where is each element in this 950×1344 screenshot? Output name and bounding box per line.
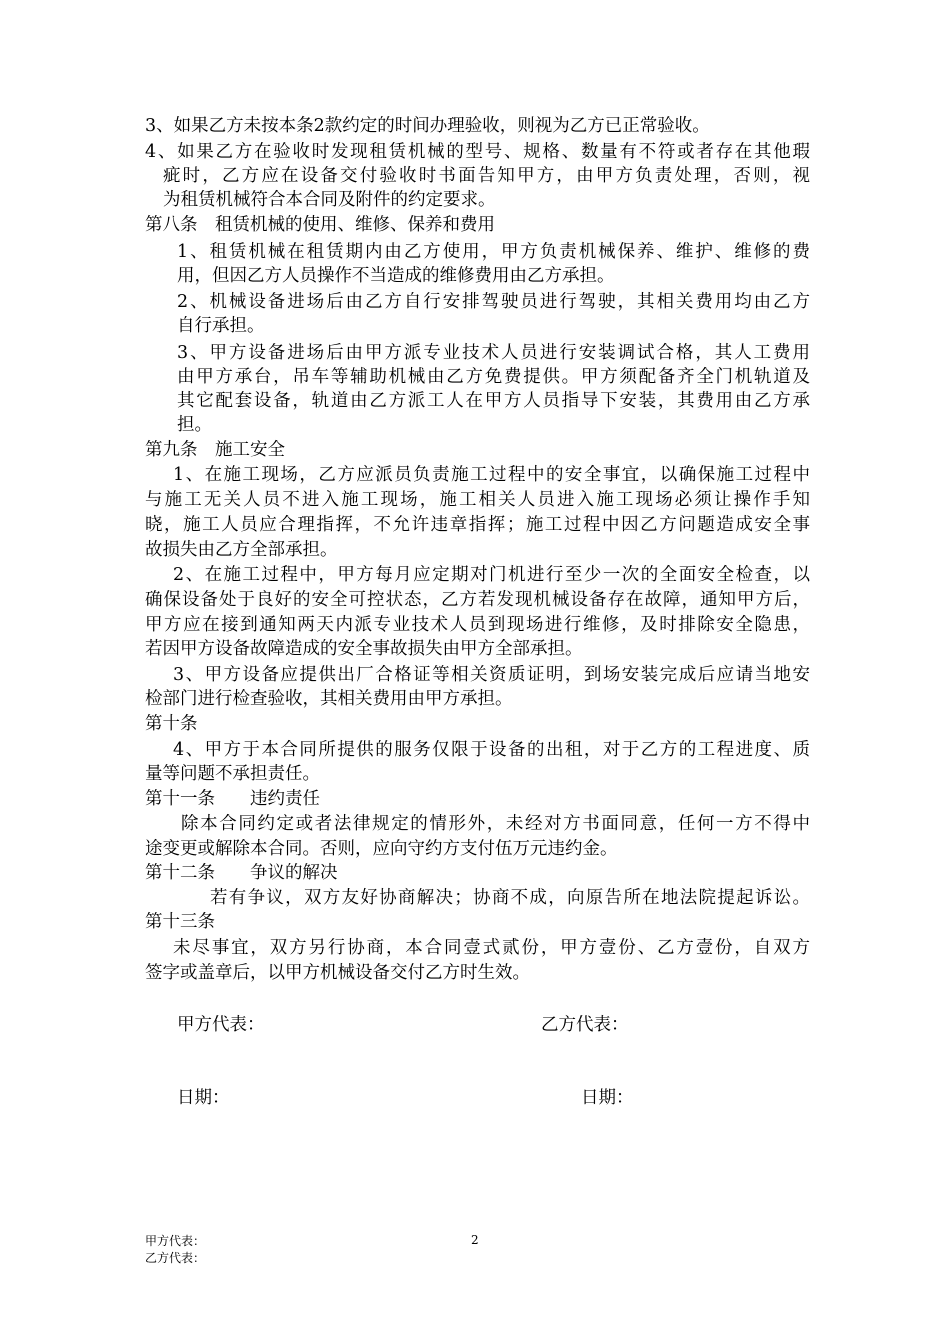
signature-date-b: 日期： [581, 1088, 634, 1108]
article9-item1-line2: 与施工无关人员不进入施工现场，施工相关人员进入施工现场必须让操作手知 [145, 490, 810, 510]
article7-item4-line3: 为租赁机械符合本合同及附件的约定要求。 [163, 190, 496, 210]
article13-heading: 第十三条 [145, 912, 215, 932]
footer-party-b-rep: 乙方代表： [145, 1251, 206, 1265]
article9-item2-line4: 若因甲方设备故障造成的安全事故损失由甲方全部承担。 [145, 639, 583, 659]
article11-heading: 第十一条 违约责任 [145, 789, 320, 809]
article9-item1-line1: 1、在施工现场，乙方应派员负责施工过程中的安全事宜，以确保施工过程中 [173, 465, 810, 485]
article7-item4-line1: 4、如果乙方在验收时发现租赁机械的型号、规格、数量有不符或者存在其他瑕 [145, 142, 810, 162]
article8-item3-line3: 其它配套设备，轨道由乙方派工人在甲方人员指导下安装，其费用由乙方承 [177, 391, 810, 411]
article7-item4-line2: 疵时，乙方应在设备交付验收时书面告知甲方，由甲方负责处理，否则，视 [163, 166, 810, 186]
article11-body-line1: 除本合同约定或者法律规定的情形外，未经对方书面同意，任何一方不得中 [181, 814, 810, 834]
article9-item1-line4: 故损失由乙方全部承担。 [145, 540, 338, 560]
article8-heading: 第八条 租赁机械的使用、维修、保养和费用 [145, 215, 495, 235]
article13-body-line2: 签字或盖章后，以甲方机械设备交付乙方时生效。 [145, 963, 530, 983]
article8-item3-line1: 3、甲方设备进场后由甲方派专业技术人员进行安装调试合格，其人工费用 [177, 343, 810, 363]
article9-item2-line3: 甲方应在接到通知两天内派专业技术人员到现场进行维修，及时排除安全隐患， [145, 615, 810, 635]
article8-item2-line1: 2、机械设备进场后由乙方自行安排驾驶员进行驾驶，其相关费用均由乙方 [177, 292, 810, 312]
article10-item4-line2: 量等问题不承担责任。 [145, 764, 320, 784]
footer-page-number: 2 [471, 1233, 479, 1247]
article9-item3-line1: 3、甲方设备应提供出厂合格证等相关资质证明，到场安装完成后应请当地安 [173, 665, 810, 685]
article9-heading: 第九条 施工安全 [145, 440, 285, 460]
article9-item2-line2: 确保设备处于良好的安全可控状态，乙方若发现机械设备存在故障，通知甲方后， [145, 590, 810, 610]
article7-item3: 3、如果乙方未按本条2款约定的时间办理验收，则视为乙方已正常验收。 [145, 116, 710, 136]
article9-item3-line2: 检部门进行检查验收，其相关费用由甲方承担。 [145, 689, 513, 709]
signature-date-a: 日期： [177, 1088, 230, 1108]
signature-party-b-rep: 乙方代表： [541, 1015, 629, 1035]
article8-item1-line2: 用，但因乙方人员操作不当造成的维修费用由乙方承担。 [177, 266, 615, 286]
article11-body-line2: 途变更或解除本合同。否则，应向守约方支付伍万元违约金。 [145, 839, 618, 859]
footer-party-a-rep: 甲方代表： [145, 1234, 206, 1248]
article8-item3-line4: 担。 [177, 415, 212, 435]
article9-item2-line1: 2、在施工过程中，甲方每月应定期对门机进行至少一次的全面安全检查，以 [173, 565, 810, 585]
article8-item1-line1: 1、租赁机械在租赁期内由乙方使用，甲方负责机械保养、维护、维修的费 [177, 242, 810, 262]
article12-heading: 第十二条 争议的解决 [145, 863, 338, 883]
article9-item1-line3: 晓，施工人员应合理指挥，不允许违章指挥；施工过程中因乙方问题造成安全事 [145, 515, 810, 535]
article8-item2-line2: 自行承担。 [177, 316, 265, 336]
article12-body: 若有争议，双方友好协商解决；协商不成，向原告所在地法院提起诉讼。 [210, 888, 810, 908]
signature-party-a-rep: 甲方代表： [177, 1015, 265, 1035]
article13-body-line1: 未尽事宜，双方另行协商，本合同壹式贰份，甲方壹份、乙方壹份，自双方 [173, 938, 810, 958]
article8-item3-line2: 由甲方承台，吊车等辅助机械由乙方免费提供。甲方须配备齐全门机轨道及 [177, 367, 810, 387]
article10-item4-line1: 4、甲方于本合同所提供的服务仅限于设备的出租，对于乙方的工程进度、质 [173, 740, 810, 760]
article10-heading: 第十条 [145, 714, 198, 734]
